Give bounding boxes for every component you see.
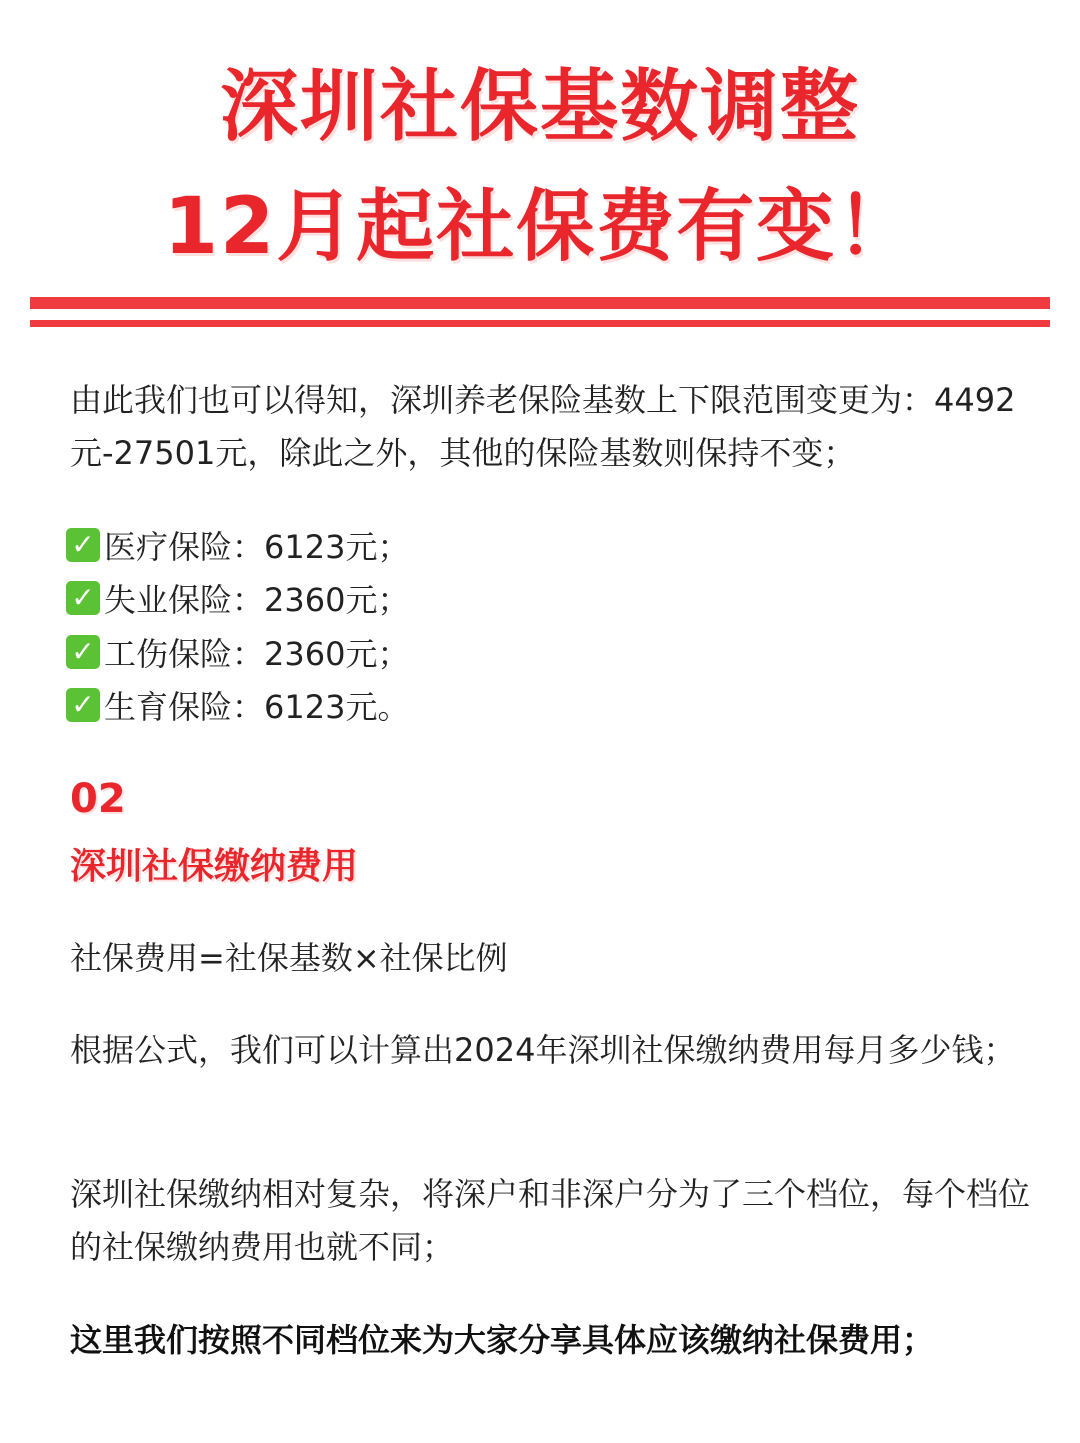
list-item-text: 失业保险：2360元； xyxy=(104,581,410,620)
divider-thick xyxy=(30,297,1050,309)
check-mark-icon: ✓ xyxy=(66,688,100,722)
list-item xyxy=(66,679,409,733)
list-item-text: 工伤保险：2360元； xyxy=(104,634,410,673)
section-title: 深圳社保缴纳费用 xyxy=(70,846,359,887)
check-mark-icon: ✓ xyxy=(66,581,100,615)
divider-thin xyxy=(30,320,1050,327)
list-item-text: 生育保险：6123元。 xyxy=(104,688,410,727)
list-item xyxy=(66,625,409,679)
page-title-line-2: 12月起社保费有变！ xyxy=(163,182,917,272)
insurance-base-list xyxy=(66,518,409,732)
list-item-text: 医疗保险：6123元； xyxy=(104,527,410,566)
share-paragraph: 这里我们按照不同档位来为大家分享具体应该缴纳社保费用； xyxy=(70,1321,935,1359)
section-number: 02 xyxy=(70,776,126,822)
tiers-paragraph: 深圳社保缴纳相对复杂，将深户和非深户分为了三个档位，每个档位的社保缴纳费用也就不同； xyxy=(70,1175,1031,1266)
calculation-paragraph: 根据公式，我们可以计算出2024年深圳社保缴纳费用每月多少钱； xyxy=(70,1031,1016,1069)
formula-paragraph: 社保费用=社保基数×社保比例 xyxy=(70,939,508,977)
check-mark-icon: ✓ xyxy=(66,635,100,669)
list-item xyxy=(66,518,409,572)
check-mark-icon: ✓ xyxy=(66,528,100,562)
list-item xyxy=(66,572,409,626)
page-title-line-1: 深圳社保基数调整 xyxy=(219,62,860,152)
intro-paragraph: 由此我们也可以得知，深圳养老保险基数上下限范围变更为：4492元-27501元，除此之外，其他的保险基数则保持不变； xyxy=(70,381,1016,472)
